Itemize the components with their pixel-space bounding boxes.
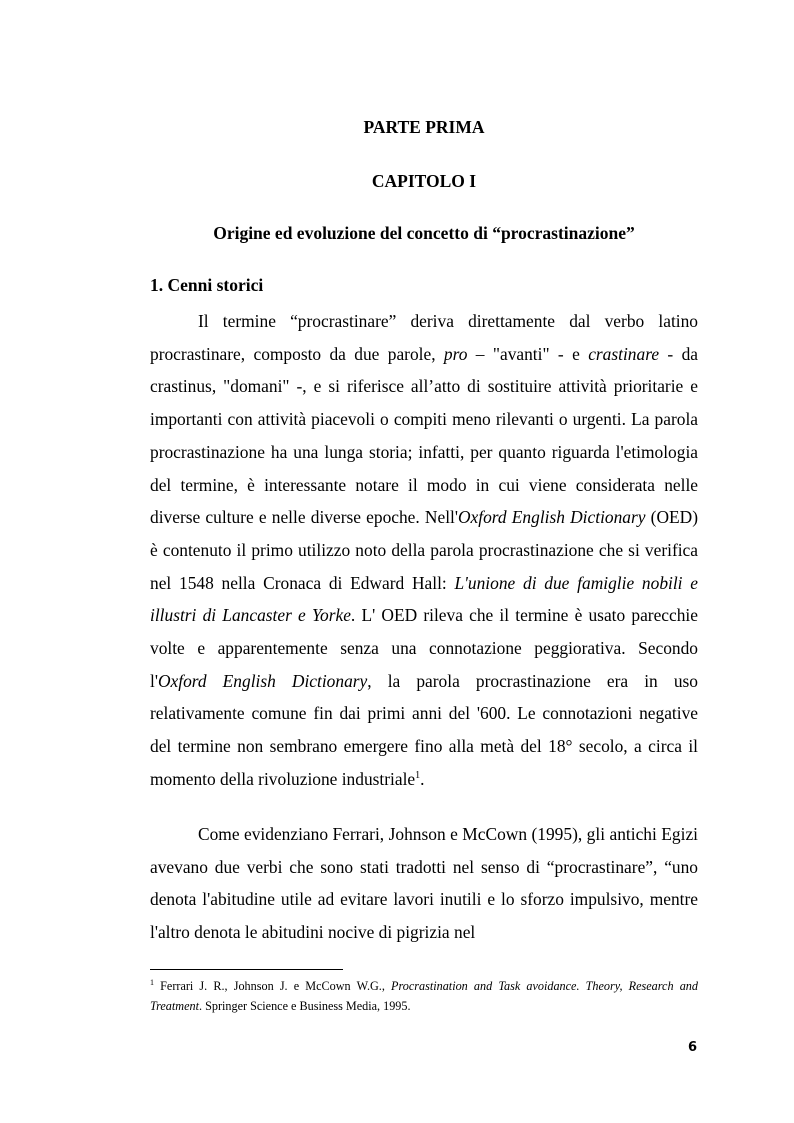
footnote-publisher: . Springer Science e Business Media, 1995. xyxy=(198,999,411,1013)
text-run: (OED) è contenuto il primo utilizzo noto della parola procrastinazione che si verifica nel 1548 nella Cronaca di Edward Hall: xyxy=(150,507,698,593)
footnote-book-title: Procrastination and Task avoidance. Theory, Research and Treatment xyxy=(150,979,698,1013)
text-run: - da crastinus, "domani" -, e si riferisce all’atto di sostituire attività prioritarie e importanti con attività piacevoli o compiti meno rilevanti o urgenti. La parola procrastinazione ha una lunga storia; infatti, per quanto riguarda l'etimologia del termine, è interessante notare il modo in cui viene considerata nelle diverse culture e nelle diverse epoche. Nell' xyxy=(150,343,698,528)
section-title: 1. Cenni storici xyxy=(150,275,264,295)
body-paragraph: Come evidenziano Ferrari, Johnson e McCown (1995), gli antichi Egizi avevano due verbi che sono stati tradotti nel senso di “procrastinare”, “uno denota l'abitudine utile ad evitare lavori inutili e lo sforzo impulsivo, mentre l'altro denota le abitudini nocive di pigrizia nel xyxy=(150,824,698,943)
text-run: Il termine “procrastinare” deriva direttamente dal verbo latino procrastinare, composto da due parole, xyxy=(150,311,698,364)
text-run: . xyxy=(420,768,425,789)
text-run: – "avanti" - e xyxy=(467,343,589,364)
chapter-subtitle: Origine ed evoluzione del concetto di “procrastinazione” xyxy=(213,223,635,243)
footnote-number: 1 xyxy=(150,977,154,987)
text-run: . L' OED rileva che il termine è usato parecchie volte e apparentemente senza una connotazione peggiorativa. Secondo l' xyxy=(150,605,698,691)
page-number: 6 xyxy=(687,1040,697,1055)
oed-title: Oxford English Dictionary xyxy=(157,670,368,691)
hall-chronicle-title: L'unione di due famiglie nobili e illustri di Lancaster e Yorke xyxy=(150,572,698,626)
footnote-reference[interactable]: 1 xyxy=(415,770,421,782)
latin-term-pro: pro xyxy=(443,343,468,364)
footnote xyxy=(150,976,698,1016)
chapter-title: CAPITOLO I xyxy=(371,171,477,191)
oed-title: Oxford English Dictionary xyxy=(458,507,646,528)
part-title: PARTE PRIMA xyxy=(363,117,485,137)
latin-term-crastinare: crastinare xyxy=(588,343,660,364)
text-run: , la parola procrastinazione era in uso relativamente comune fin dai primi anni del '600. Le connotazioni negative del termine non sembrano emergere fino alla metà del 18° secolo, a circa il momento della rivoluzione industriale xyxy=(150,670,698,789)
footnote-divider xyxy=(150,969,343,970)
footnote-authors: Ferrari J. R., Johnson J. e McCown W.G., xyxy=(154,979,392,993)
body-paragraph xyxy=(150,305,698,796)
